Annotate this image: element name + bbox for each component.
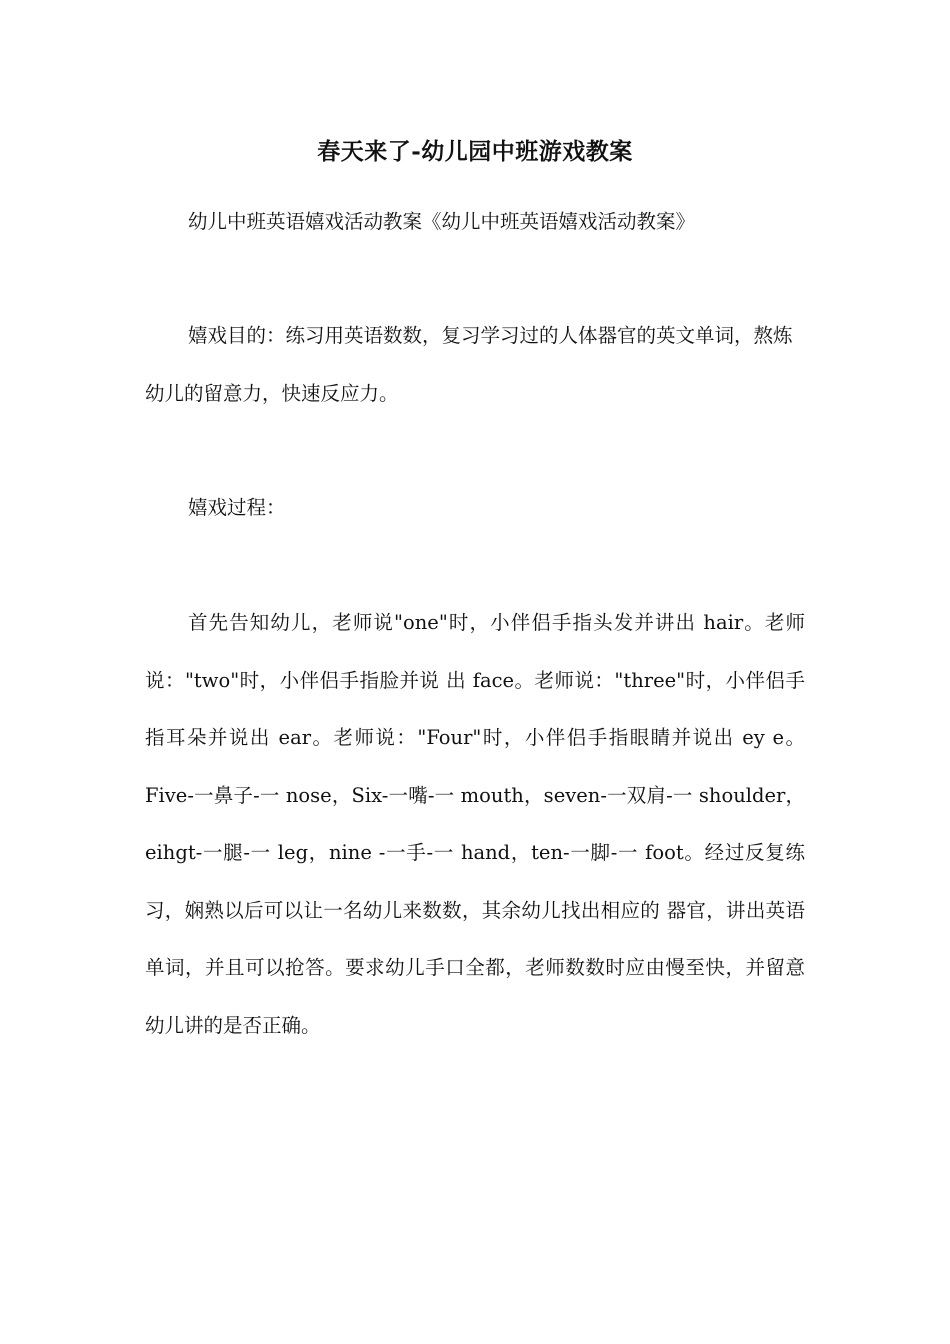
document-title: 春天来了-幼儿园中班游戏教案 xyxy=(317,138,633,165)
process-heading: 嬉戏过程： xyxy=(188,496,286,519)
process-body-paragraph: 首先告知幼儿，老师说"one"时，小伴侣手指头发并讲出 hair。老师说："two"时，小伴侣手指脸并说 出 face。老师说："three"时，小伴侣手指耳朵并说出 ear。老师说："Four"时，小伴侣手指眼睛并说出 ey e。Five-一鼻子-一 nose，Six-一嘴-一 mouth，seven-一双肩-一 shoulder，eihgt-一腿-一 leg，nine -一手-一 hand，ten-一脚-一 foot。经过反复练习，娴熟以后可以让一名幼儿来数数，其余幼儿找出相应的 器官，讲出英语单词，并且可以抢答。要求幼儿手口全都，老师数数时应由慢至快，并留意幼儿讲的是否正确。 xyxy=(145,611,805,1037)
goal-paragraph: 嬉戏目的：练习用英语数数，复习学习过的人体器官的英文单词，熬炼幼儿的留意力，快速反应力。 xyxy=(145,324,793,405)
document-subtitle: 幼儿中班英语嬉戏活动教案《幼儿中班英语嬉戏活动教案》 xyxy=(188,210,696,233)
